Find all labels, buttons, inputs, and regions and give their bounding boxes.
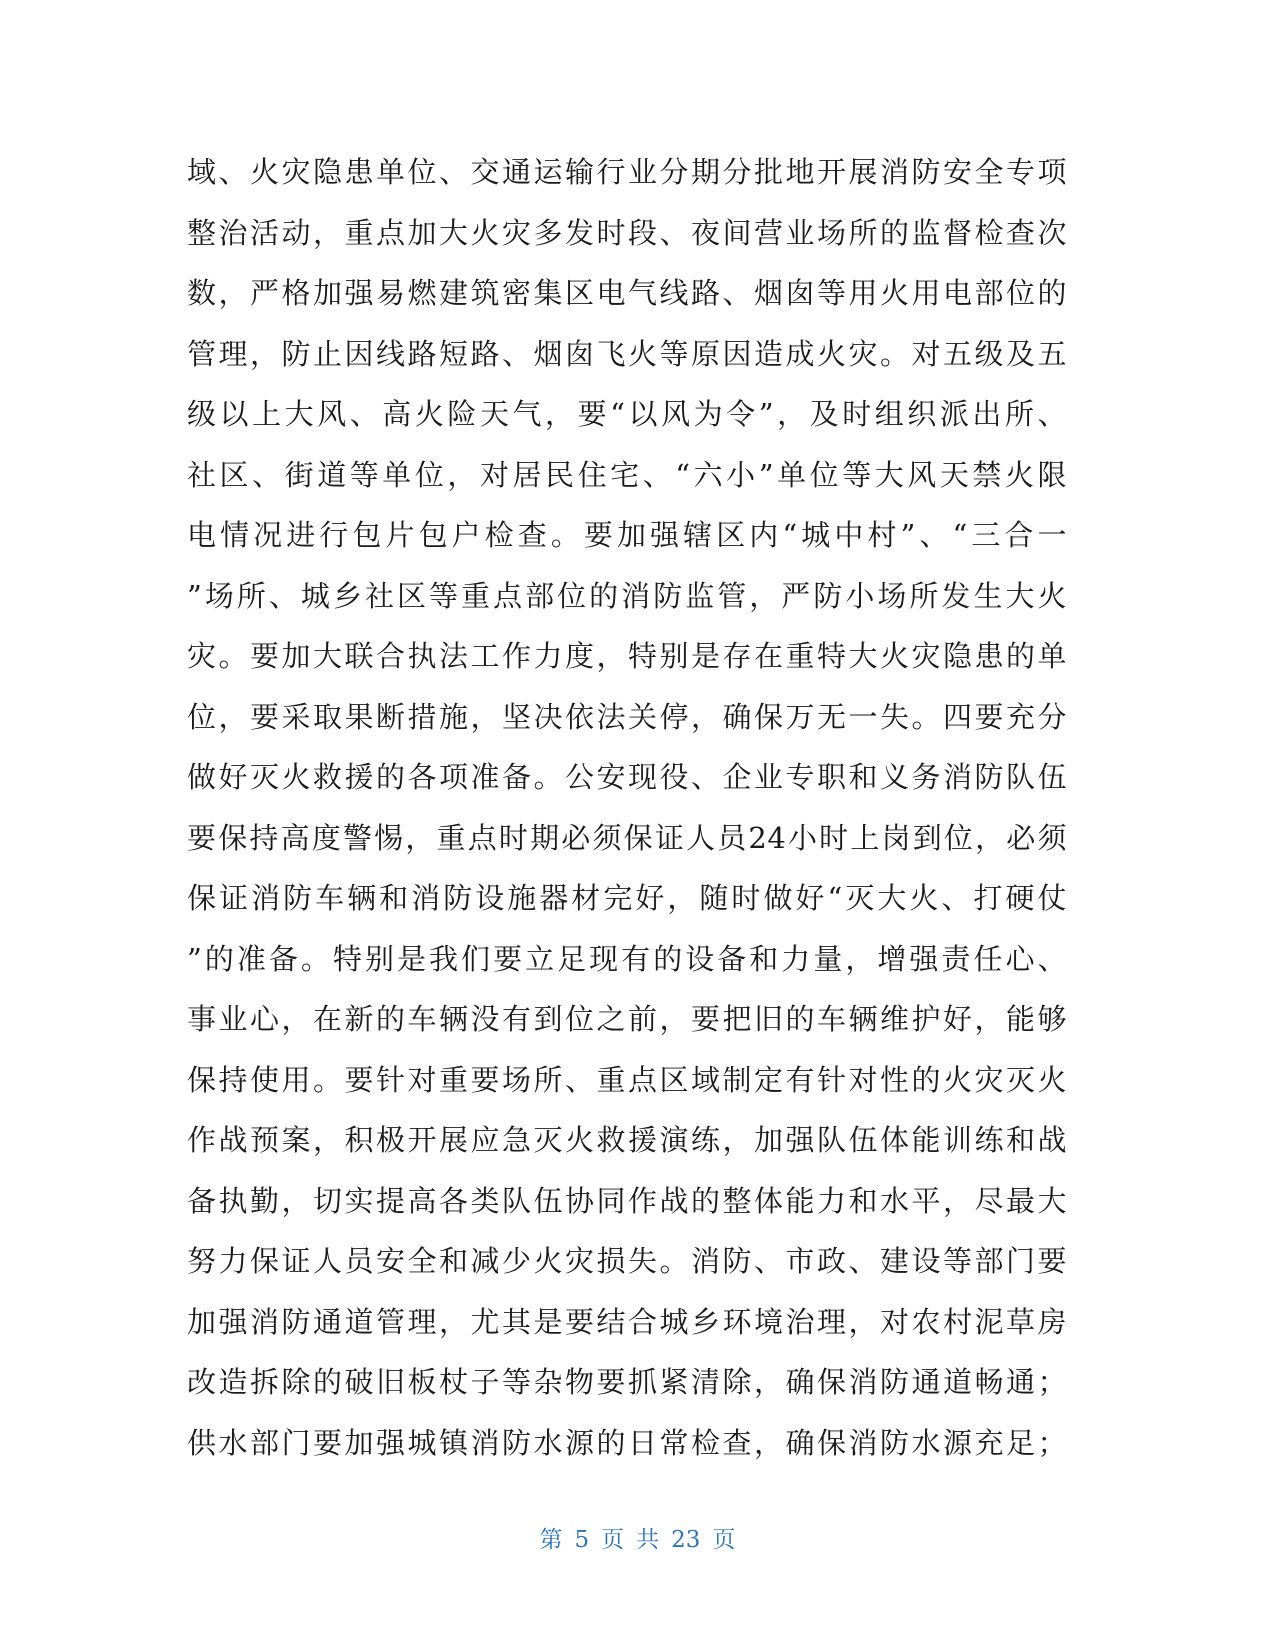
footer-total-word: 共 [636, 1527, 660, 1553]
text-line: 整治活动，重点加大火灾多发时段、夜间营业场所的监督检查次 [187, 215, 1067, 250]
text-line: 管理，防止因线路短路、烟囱飞火等原因造成火灾。对五级及五 [187, 336, 1067, 371]
text-line: ”场所、城乡社区等重点部位的消防监管，严防小场所发生大火 [187, 578, 1067, 613]
footer-page-word: 页 [601, 1527, 625, 1553]
footer-suffix: 页 [712, 1527, 736, 1553]
footer-prefix: 第 [539, 1527, 563, 1553]
text-line: 加强消防通道管理，尤其是要结合城乡环境治理，对农村泥草房 [187, 1304, 1067, 1339]
text-line: 级以上大风、高火险天气，要“以风为令”，及时组织派出所、 [187, 397, 1067, 431]
footer-current-page: 5 [574, 1527, 590, 1553]
text-line: 做好灭火救援的各项准备。公安现役、企业专职和义务消防队伍 [187, 760, 1067, 794]
text-line: ”的准备。特别是我们要立足现有的设备和力量，增强责任心、 [187, 941, 1067, 976]
text-line: 改造拆除的破旧板杖子等杂物要抓紧清除，确保消防通道畅通； [187, 1365, 1067, 1399]
text-line: 事业心，在新的车辆没有到位之前，要把旧的车辆维护好，能够 [187, 1002, 1067, 1036]
text-line: 电情况进行包片包户检查。要加强辖区内“城中村”、“三合一 [187, 518, 1067, 552]
text-line: 域、火灾隐患单位、交通运输行业分期分批地开展消防安全专项 [187, 155, 1067, 189]
text-line: 供水部门要加强城镇消防水源的日常检查，确保消防水源充足； [187, 1425, 1067, 1460]
text-line: 努力保证人员安全和减少火灾损失。消防、市政、建设等部门要 [187, 1244, 1067, 1278]
text-line: 要保持高度警惕，重点时期必须保证人员24小时上岗到位，必须 [187, 820, 1067, 855]
body-text [187, 142, 1067, 1473]
text-line: 位，要采取果断措施，坚决依法关停，确保万无一失。四要充分 [187, 699, 1067, 734]
text-line: 保证消防车辆和消防设施器材完好，随时做好“灭大火、打硬仗 [187, 881, 1067, 915]
text-line: 作战预案，积极开展应急灭火救援演练，加强队伍体能训练和战 [187, 1123, 1067, 1157]
text-line: 数，严格加强易燃建筑密集区电气线路、烟囱等用火用电部位的 [187, 276, 1067, 310]
text-line: 社区、街道等单位，对居民住宅、“六小”单位等大风天禁火限 [187, 457, 1067, 492]
text-line: 备执勤，切实提高各类队伍协同作战的整体能力和水平，尽最大 [187, 1183, 1067, 1218]
footer-total-pages: 23 [671, 1527, 701, 1553]
text-line: 保持使用。要针对重要场所、重点区域制定有针对性的火灾灭火 [187, 1062, 1067, 1097]
text-line: 灾。要加大联合执法工作力度，特别是存在重特大火灾隐患的单 [187, 639, 1067, 673]
page-footer [0, 1524, 1275, 1556]
